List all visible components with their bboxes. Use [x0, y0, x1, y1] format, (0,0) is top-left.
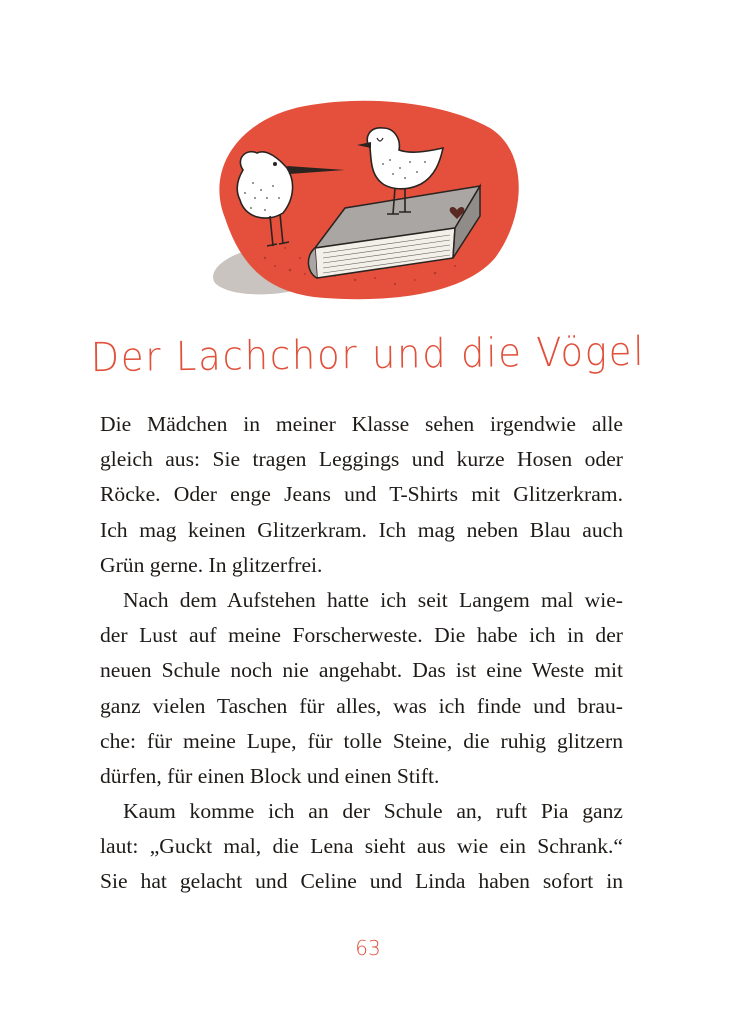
- text-line: laut: „Guckt mal, die Lena sieht aus wie ein Schrank.“: [100, 834, 623, 859]
- text-line: dürfen, für einen Block und einen Stift.: [100, 763, 440, 788]
- page-number: 63: [355, 936, 381, 960]
- text-line: neuen Schule noch nie angehabt. Das ist eine Weste mit: [100, 658, 623, 683]
- chapter-title: Der Lachchor und die Vögel: [90, 328, 646, 382]
- text-line: Sie hat gelacht und Celine und Linda haben sofort in: [100, 869, 623, 894]
- text-line: Kaum komme ich an der Schule an, ruft Pia ganz: [123, 799, 623, 824]
- text-line: gleich aus: Sie tragen Leggings und kurze Hosen oder: [100, 447, 623, 472]
- text-line: der Lust auf meine Forscherweste. Die habe ich in der: [100, 623, 623, 648]
- text-line: Nach dem Aufstehen hatte ich seit Langem mal wie-: [123, 587, 623, 612]
- body-text: [100, 407, 623, 900]
- text-line: che: für meine Lupe, für tolle Steine, die ruhig glitzern: [100, 728, 623, 753]
- text-line: Grün gerne. In glitzerfrei.: [100, 552, 323, 577]
- text-line: Röcke. Oder enge Jeans und T-Shirts mit Glitzerkram.: [100, 482, 623, 507]
- two-birds-on-book-illustration: [195, 98, 535, 313]
- text-line: ganz vielen Taschen für alles, was ich finde und brau-: [100, 693, 623, 718]
- text-line: Die Mädchen in meiner Klasse sehen irgendwie alle: [100, 412, 623, 436]
- text-line: Ich mag keinen Glitzerkram. Ich mag neben Blau auch: [100, 517, 623, 542]
